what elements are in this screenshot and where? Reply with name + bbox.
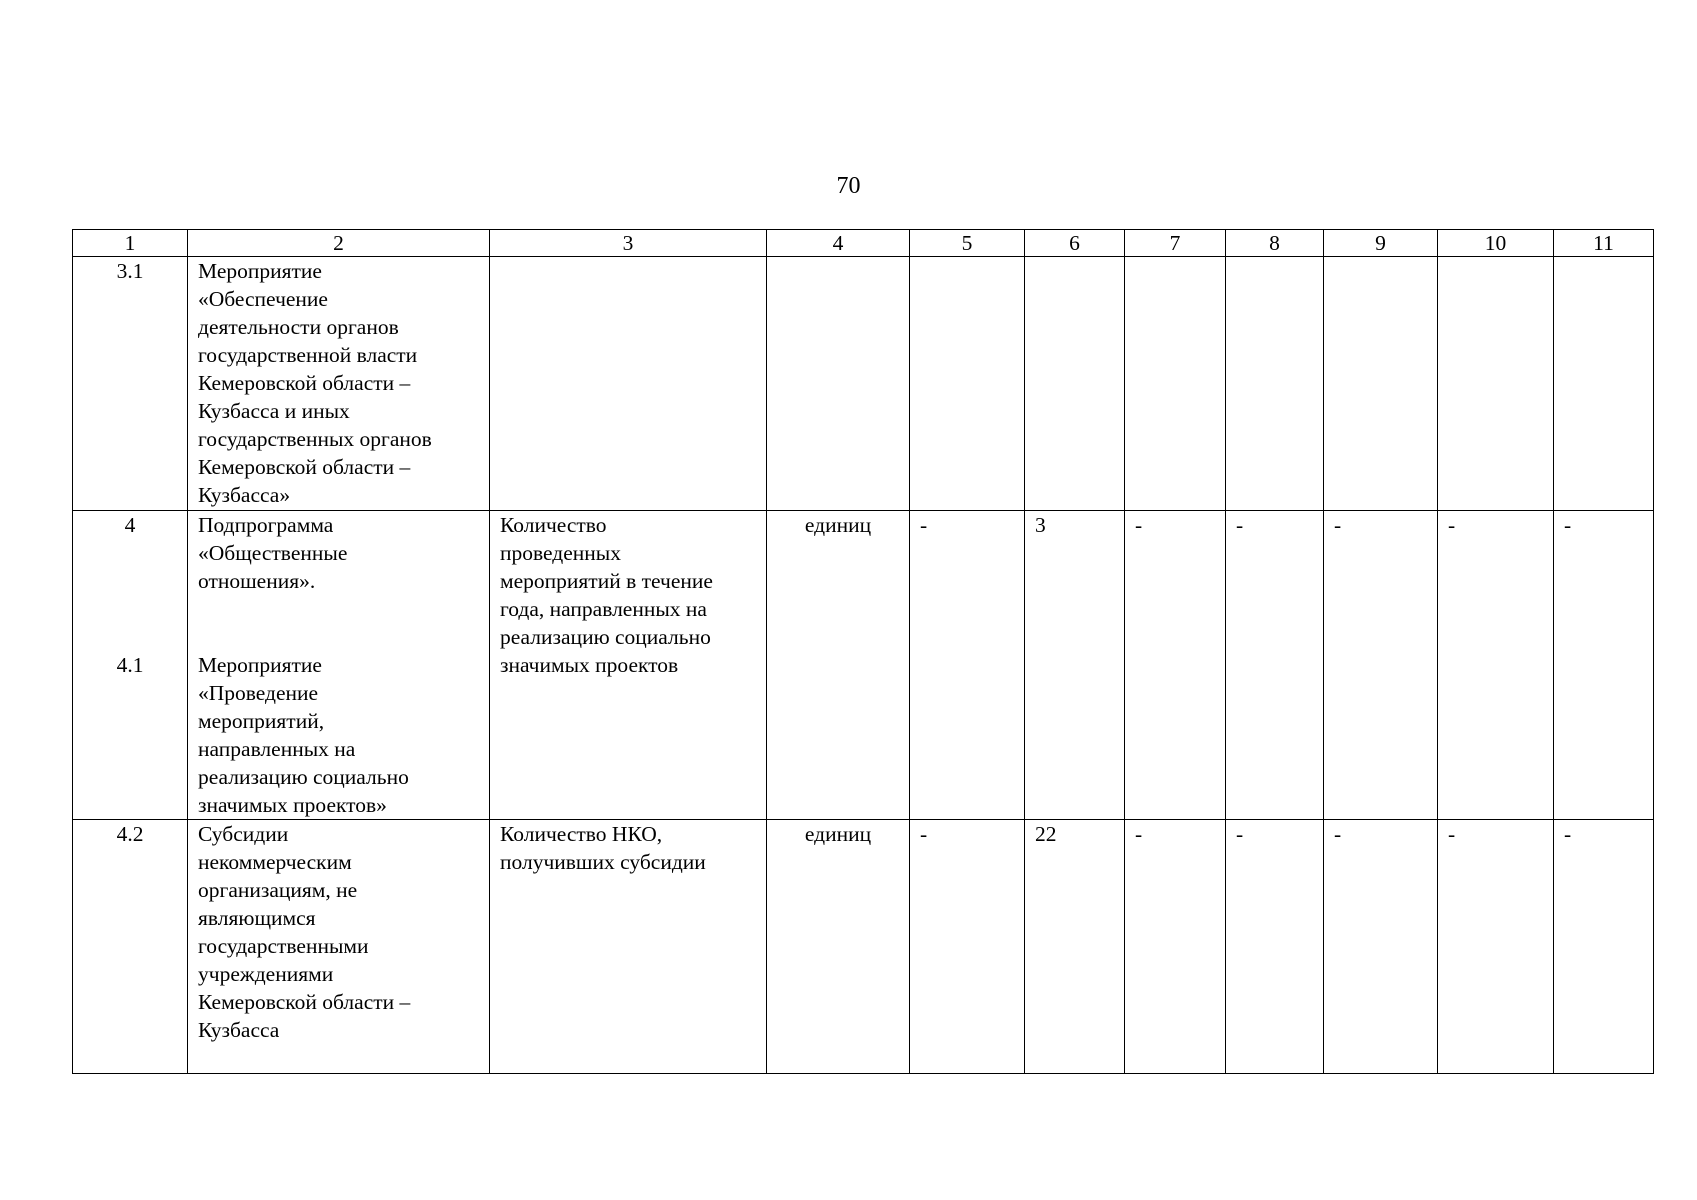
- row-number: 4 4.1: [73, 511, 188, 820]
- row-value: -: [910, 820, 1025, 1074]
- row-value: [1025, 257, 1125, 511]
- header-cell: 3: [490, 230, 767, 257]
- header-cell: 9: [1324, 230, 1438, 257]
- row-indicator: Количество проведенных мероприятий в течение года, направленных на реализацию социально значимых проектов: [490, 511, 767, 820]
- row-unit: единиц: [767, 511, 910, 820]
- row-value: -: [1554, 820, 1654, 1074]
- indicators-table: [72, 229, 1654, 1074]
- row-value: -: [1125, 820, 1226, 1074]
- row-number: 3.1: [73, 257, 188, 511]
- header-cell: 7: [1125, 230, 1226, 257]
- row-name: Подпрограмма «Общественные отношения». Мероприятие «Проведение мероприятий, направленных на реализацию социально значимых проектов»: [188, 511, 490, 820]
- row-value: -: [910, 511, 1025, 820]
- row-value: [1554, 257, 1654, 511]
- row-value: [910, 257, 1025, 511]
- row-value: 22: [1025, 820, 1125, 1074]
- header-cell: 6: [1025, 230, 1125, 257]
- table-row: [73, 820, 1654, 1074]
- header-cell: 2: [188, 230, 490, 257]
- header-cell: 5: [910, 230, 1025, 257]
- row-value: -: [1554, 511, 1654, 820]
- header-cell: 1: [73, 230, 188, 257]
- row-value: -: [1438, 820, 1554, 1074]
- row-value: -: [1324, 511, 1438, 820]
- row-value: 3: [1025, 511, 1125, 820]
- row-unit: единиц: [767, 820, 910, 1074]
- row-value: -: [1226, 511, 1324, 820]
- row-name: Субсидии некоммерческим организациям, не являющимся государственными учреждениями Кемеровской области – Кузбасса: [188, 820, 490, 1074]
- row-name: Мероприятие «Обеспечение деятельности органов государственной власти Кемеровской области – Кузбасса и иных государственных органов Кемеровской области – Кузбасса»: [188, 257, 490, 511]
- header-cell: 10: [1438, 230, 1554, 257]
- row-indicator: Количество НКО, получивших субсидии: [490, 820, 767, 1074]
- page-number: 70: [836, 173, 861, 199]
- header-cell: 11: [1554, 230, 1654, 257]
- row-indicator: [490, 257, 767, 511]
- row-value: [1226, 257, 1324, 511]
- row-value: [1324, 257, 1438, 511]
- table-row: [73, 511, 1654, 820]
- row-unit: [767, 257, 910, 511]
- row-value: -: [1125, 511, 1226, 820]
- row-number: 4.2: [73, 820, 188, 1074]
- table-row: [73, 257, 1654, 511]
- table-header-row: [73, 230, 1654, 257]
- row-value: [1438, 257, 1554, 511]
- row-value: -: [1438, 511, 1554, 820]
- header-cell: 8: [1226, 230, 1324, 257]
- row-value: -: [1324, 820, 1438, 1074]
- row-value: [1125, 257, 1226, 511]
- header-cell: 4: [767, 230, 910, 257]
- row-value: -: [1226, 820, 1324, 1074]
